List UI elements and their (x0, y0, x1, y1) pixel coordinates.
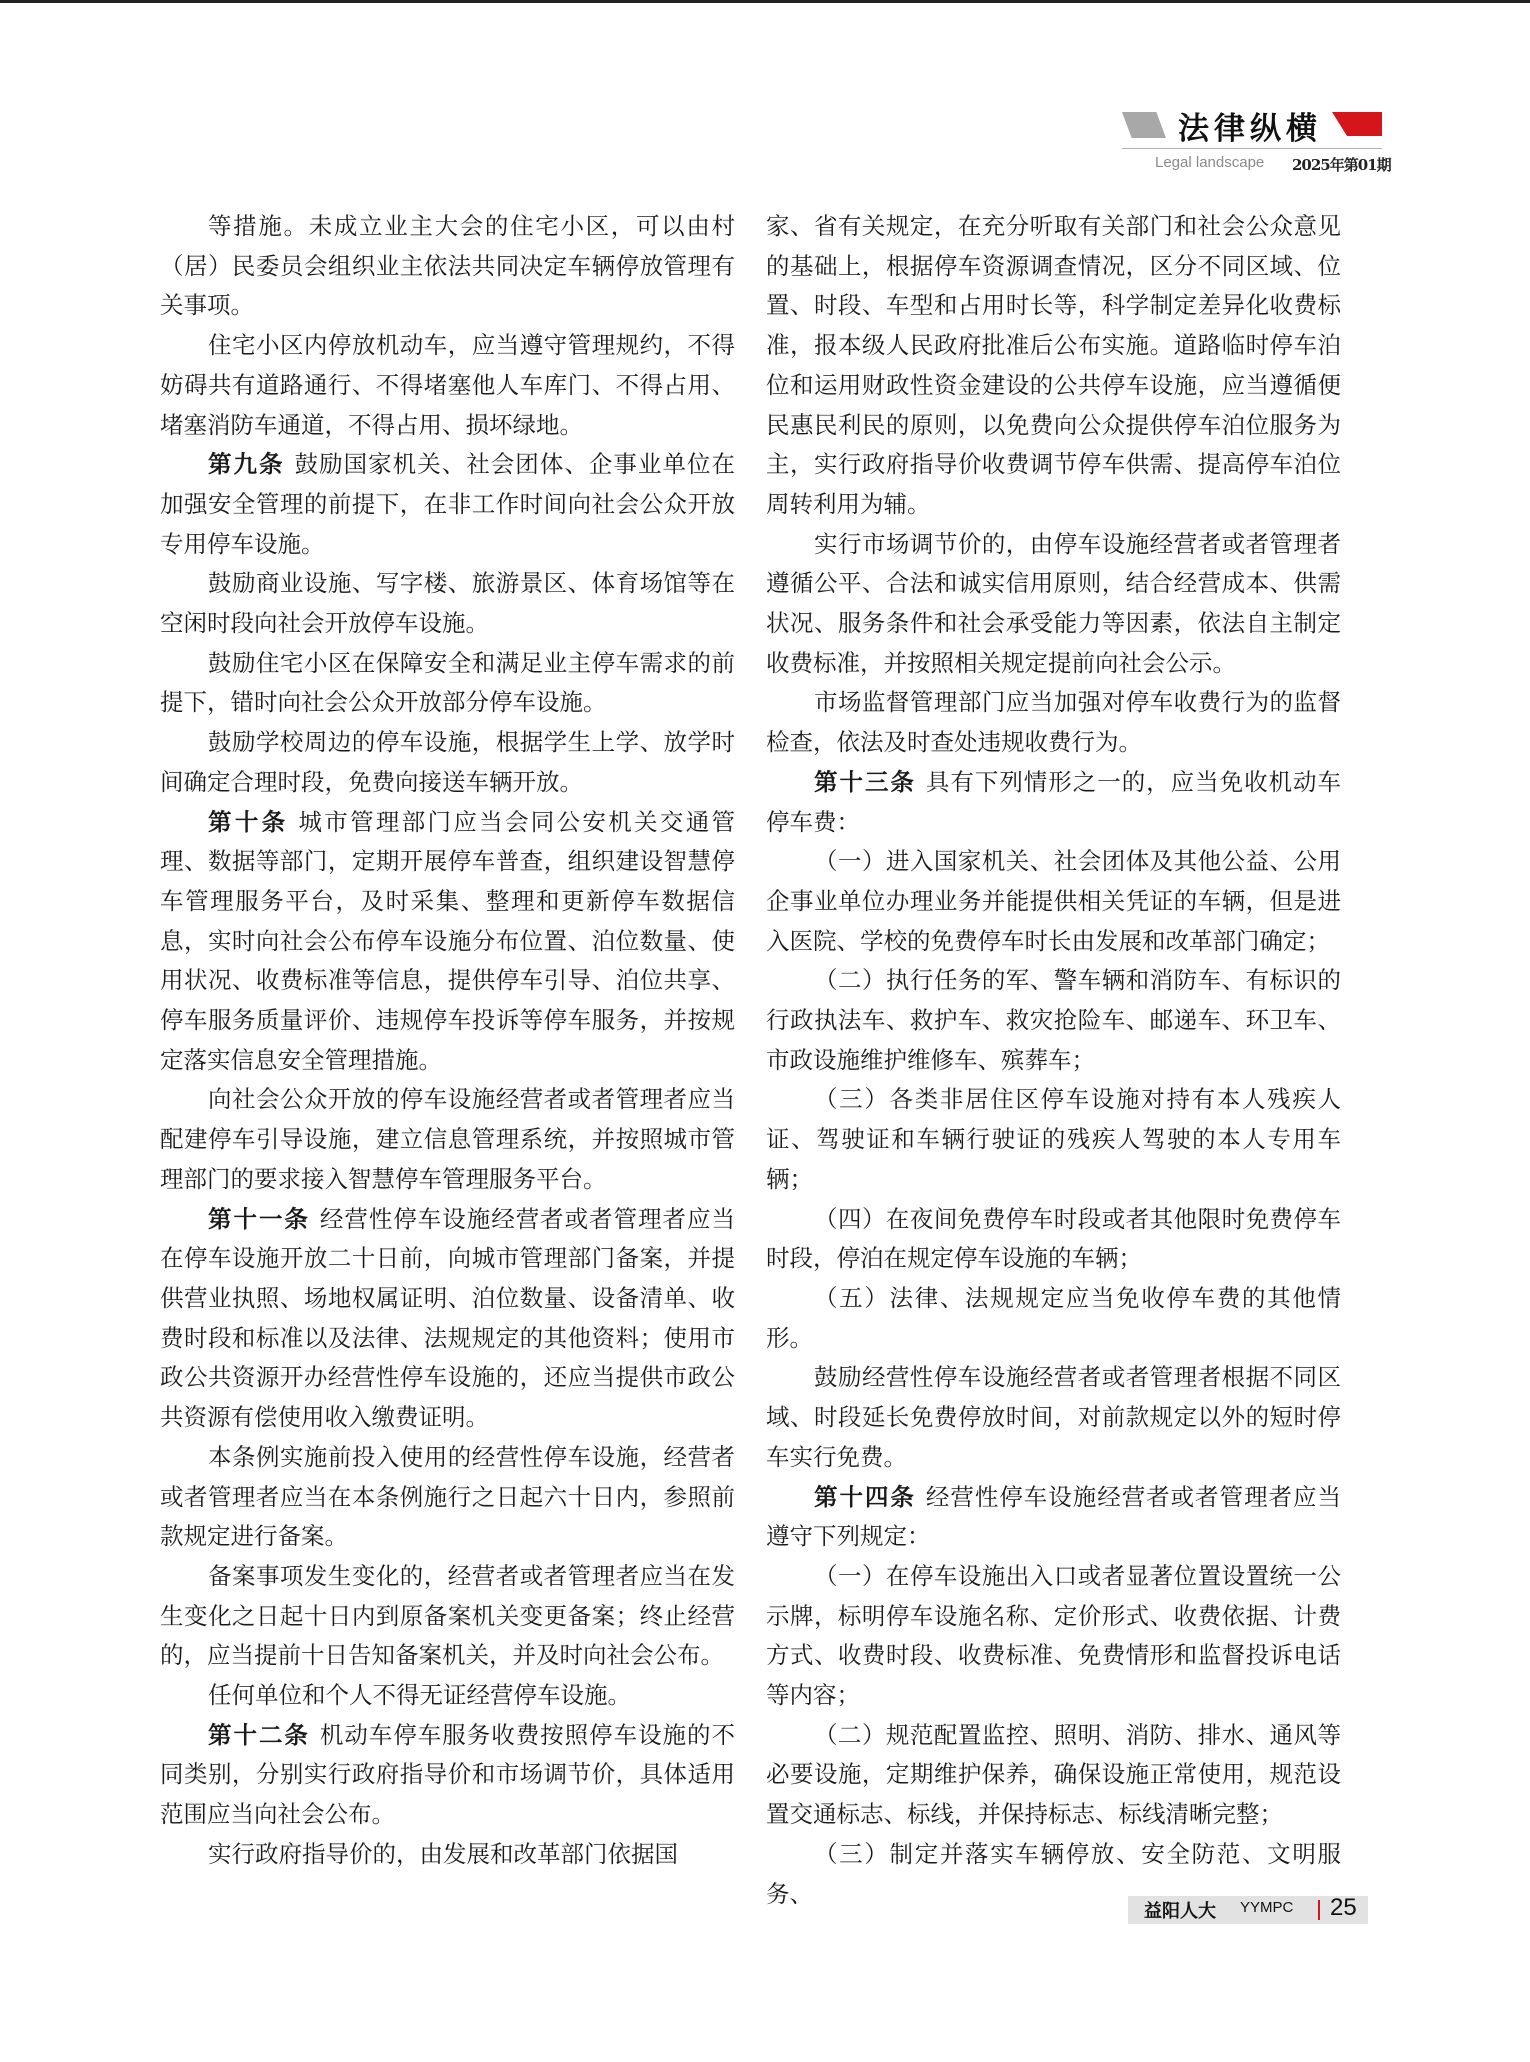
paragraph (160, 326, 735, 445)
paragraph (160, 803, 735, 1081)
issue-number: 2025年第01期 (1292, 156, 1391, 174)
paragraph (766, 961, 1341, 1080)
paragraph-text: 鼓励商业设施、写字楼、旅游景区、体育场馆等在空闲时段向社会开放停车设施。 (160, 569, 735, 638)
paragraph-text: 备案事项发生变化的，经营者或者管理者应当在发生变化之日起十日内到原备案机关变更备案；终止经营的，应当提前十日告知备案机关，并及时向社会公布。 (160, 1561, 735, 1670)
paragraph-text: 经营性停车设施经营者或者管理者应当在停车设施开放二十日前，向城市管理部门备案，并提供营业执照、场地权属证明、泊位数量、设备清单、收费时段和标准以及法律、法规规定的其他资料；使用市政公共资源开办经营性停车设施的，还应当提供市政公共资源有偿使用收入缴费证明。 (160, 1204, 736, 1432)
paragraph (766, 1358, 1341, 1477)
magazine-code: YYMPC (1240, 1899, 1294, 1916)
magazine-name: 益阳人大 (1144, 1901, 1216, 1922)
paragraph (766, 1478, 1341, 1557)
paragraph-text: 家、省有关规定，在充分听取有关部门和社会公众意见的基础上，根据停车资源调查情况，区分不同区域、位置、时段、车型和占用时长等，科学制定差异化收费标准，报本级人民政府批准后公布实施。道路临时停车泊位和运用财政性资金建设的公共停车设施，应当遵循便民惠民利民的原则，以免费向公众提供停车泊位服务为主，实行政府指导价收费调节停车供需、提高停车泊位周转利用为辅。 (766, 212, 1341, 518)
paragraph-text: 机动车停车服务收费按照停车设施的不同类别，分别实行政府指导价和市场调节价，具体适用范围应当向社会公布。 (160, 1720, 736, 1829)
paragraph-text: 本条例实施前投入使用的经营性停车设施，经营者或者管理者应当在本条例施行之日起六十日内，参照前款规定进行备案。 (160, 1442, 735, 1551)
paragraph (160, 1200, 735, 1438)
paragraph-text: （二）执行任务的军、警车辆和消防车、有标识的行政执法车、救护车、救灾抢险车、邮递车、环卫车、市政设施维护维修车、殡葬车； (766, 966, 1341, 1074)
paragraph (766, 1080, 1341, 1199)
paragraph (160, 1438, 735, 1557)
paragraph (160, 1676, 735, 1716)
paragraph (160, 1835, 735, 1875)
paragraph-text: 鼓励经营性停车设施经营者或者管理者根据不同区域、时段延长免费停放时间，对前款规定以外的短时停车实行免费。 (766, 1363, 1341, 1471)
section-title: 法律纵横 (1178, 111, 1322, 147)
paragraph-text: 住宅小区内停放机动车，应当遵守管理规约，不得妨碍共有道路通行、不得堵塞他人车库门、不得占用、堵塞消防车通道，不得占用、损坏绿地。 (160, 331, 735, 439)
paragraph-text: 具有下列情形之一的，应当免收机动车停车费： (766, 767, 1342, 836)
article-number: 第十一条 (208, 1204, 310, 1233)
paragraph (766, 1716, 1341, 1835)
paragraph (160, 723, 735, 802)
footer-divider (1318, 1900, 1320, 1920)
right-text-column (766, 207, 1341, 1914)
paragraph (160, 564, 735, 643)
paragraph-text: （一）进入国家机关、社会团体及其他公益、公用企事业单位办理业务并能提供相关凭证的车辆，但是进入医院、学校的免费停车时长由发展和改革部门确定； (766, 847, 1341, 955)
article-number: 第九条 (208, 450, 285, 479)
paragraph (766, 683, 1341, 762)
paragraph-text: （四）在夜间免费停车时段或者其他限时免费停车时段，停泊在规定停车设施的车辆； (766, 1204, 1341, 1273)
article-number: 第十三条 (814, 767, 916, 796)
left-text-column (160, 207, 735, 1875)
paragraph (160, 445, 735, 564)
paragraph-text: （二）规范配置监控、照明、消防、排水、通风等必要设施，定期维护保养，确保设施正常使用，规范设置交通标志、标线，并保持标志、标线清晰完整； (766, 1720, 1341, 1829)
paragraph (160, 1080, 735, 1199)
article-number: 第十四条 (814, 1482, 916, 1511)
top-border-rule (0, 0, 1530, 3)
section-subtitle: Legal landscape (1155, 154, 1265, 171)
paragraph (160, 207, 735, 326)
paragraph-text: 等措施。未成立业主大会的住宅小区，可以由村（居）民委员会组织业主依法共同决定车辆停放管理有关事项。 (160, 212, 735, 320)
paragraph-text: 鼓励国家机关、社会团体、企事业单位在加强安全管理的前提下，在非工作时间向社会公众开放专用停车设施。 (160, 450, 736, 558)
paragraph-text: 实行政府指导价的，由发展和改革部门依据国 (208, 1839, 678, 1868)
paragraph-text: （一）在停车设施出入口或者显著位置设置统一公示牌，标明停车设施名称、定价形式、收费依据、计费方式、收费时段、收费标准、免费情形和监督投诉电话等内容； (766, 1561, 1341, 1710)
paragraph-text: 任何单位和个人不得无证经营停车设施。 (208, 1681, 631, 1710)
article-number: 第十条 (208, 807, 289, 836)
paragraph-text: 向社会公众开放的停车设施经营者或者管理者应当配建停车引导设施，建立信息管理系统，并按照城市管理部门的要求接入智慧停车管理服务平台。 (160, 1085, 735, 1193)
paragraph-text: 鼓励学校周边的停车设施，根据学生上学、放学时间确定合理时段，免费向接送车辆开放。 (160, 728, 735, 796)
paragraph (160, 1557, 735, 1676)
header-red-tab-decoration (1332, 112, 1382, 136)
paragraph-text: 城市管理部门应当会同公安机关交通管理、数据等部门，定期开展停车普查，组织建设智慧停车管理服务平台，及时采集、整理和更新停车数据信息，实时向社会公布停车设施分布位置、泊位数量、使用状况、收费标准等信息，提供停车引导、泊位共享、停车服务质量评价、违规停车投诉等停车服务，并按规定落实信息安全管理措施。 (160, 807, 736, 1074)
paragraph (766, 1279, 1341, 1358)
paragraph (766, 1557, 1341, 1716)
paragraph (160, 1716, 735, 1835)
paragraph-text: （五）法律、法规规定应当免收停车费的其他情形。 (766, 1283, 1341, 1352)
header-divider (1122, 148, 1382, 149)
paragraph (766, 842, 1341, 961)
paragraph-text: （三）各类非居住区停车设施对持有本人残疾人证、驾驶证和车辆行驶证的残疾人驾驶的本人专用车辆； (766, 1085, 1341, 1193)
paragraph-text: 实行市场调节价的，由停车设施经营者或者管理者遵循公平、合法和诚实信用原则，结合经营成本、供需状况、服务条件和社会承受能力等因素，依法自主制定收费标准，并按照相关规定提前向社会公示。 (766, 529, 1341, 677)
paragraph (766, 1200, 1341, 1279)
header-grey-tab-decoration (1122, 112, 1166, 138)
article-number: 第十二条 (208, 1720, 310, 1749)
paragraph-text: （三）制定并落实车辆停放、安全防范、文明服务、 (766, 1839, 1341, 1908)
page-number: 25 (1330, 1894, 1357, 1921)
paragraph-text: 鼓励住宅小区在保障安全和满足业主停车需求的前提下，错时向社会公众开放部分停车设施。 (160, 648, 735, 717)
paragraph-text: 经营性停车设施经营者或者管理者应当遵守下列规定： (766, 1482, 1342, 1551)
paragraph-text: 市场监督管理部门应当加强对停车收费行为的监督检查，依法及时查处违规收费行为。 (766, 688, 1341, 757)
paragraph (766, 525, 1341, 684)
paragraph (766, 763, 1341, 842)
paragraph (160, 644, 735, 723)
paragraph (766, 207, 1341, 525)
